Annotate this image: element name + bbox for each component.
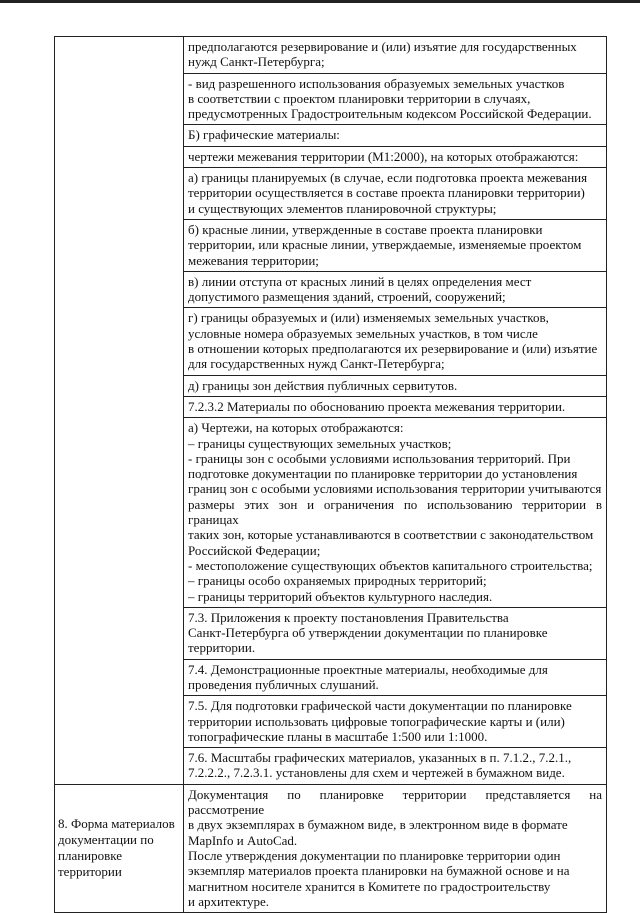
paragraph xyxy=(184,376,606,397)
text-line: - местоположение существующих объектов капитального строительства; xyxy=(188,557,593,573)
paragraph xyxy=(184,608,606,660)
paragraph xyxy=(184,37,606,74)
text-line: территории. xyxy=(188,640,256,656)
text-line: и архитектуре. xyxy=(188,893,270,909)
text-line: размеры этих зон и ограничения по использованию территории в границах xyxy=(188,496,602,528)
paragraph xyxy=(184,785,606,912)
text-line: Б) графические материалы: xyxy=(188,127,340,143)
text-line: – границы особо охраняемых природных территорий; xyxy=(188,573,487,589)
text-line: После утверждения документации по планировке территории один xyxy=(188,847,561,863)
row-content-cell xyxy=(184,37,607,785)
text-line: – границы территорий объектов культурного наследия. xyxy=(188,588,493,604)
paragraph xyxy=(184,397,606,418)
text-line: условные номера образуемых земельных участков, в том числе xyxy=(188,325,538,341)
text-line: а) границы планируемых (в случае, если подготовка проекта межевания xyxy=(188,170,588,186)
text-line: 7.3. Приложения к проекту постановления Правительства xyxy=(188,609,509,625)
row-label-cell-empty xyxy=(55,37,184,785)
row-content-cell xyxy=(184,784,607,912)
paragraph xyxy=(184,272,606,309)
text-line: в) линии отступа от красных линий в целях определения мест xyxy=(188,273,532,289)
text-line: предполагаются резервирование и (или) изъятие для государственных xyxy=(188,39,577,54)
text-line: подготовке документации по планировке территории до установления xyxy=(188,466,578,482)
text-line: Российской Федерации; xyxy=(188,542,321,558)
paragraph xyxy=(184,418,606,608)
label-line: 8. Форма материалов xyxy=(58,816,175,832)
text-line: 7.2.2.2., 7.2.3.1. установлены для схем и чертежей в бумажном виде. xyxy=(188,765,565,781)
text-line: б) красные линии, утвержденные в составе проекта планировки xyxy=(188,221,543,237)
label-line: планировке xyxy=(58,848,123,864)
section-label xyxy=(58,816,180,880)
paragraph-list xyxy=(184,785,606,912)
text-line: - границы зон с особыми условиями использования территорий. При xyxy=(188,450,571,466)
text-line: а) Чертежи, на которых отображаются: xyxy=(188,420,404,436)
row-label-cell xyxy=(55,784,184,912)
text-line: – границы существующих земельных участков; xyxy=(188,435,452,451)
label-line: документации по xyxy=(58,832,154,848)
text-line: в двух экземплярах в бумажном виде, в электронном виде в формате xyxy=(188,817,568,833)
table-row xyxy=(55,37,607,785)
text-line: территории осуществляется в составе проекта планировки территории) xyxy=(188,185,585,201)
paragraph xyxy=(184,748,606,784)
paragraph xyxy=(184,74,606,126)
paragraph xyxy=(184,696,606,748)
text-line: д) границы зон действия публичных сервитутов. xyxy=(188,377,458,393)
paragraph xyxy=(184,147,606,168)
table-row xyxy=(55,784,607,912)
text-line: Документация по планировке территории представляется на рассмотрение xyxy=(188,786,602,818)
text-line: в отношении которых предполагаются их резервирование и (или) изъятие xyxy=(188,341,598,357)
text-line: MapInfo и AutoCad. xyxy=(188,832,298,848)
text-line: магнитном носителе хранится в Комитете по градостроительству xyxy=(188,878,551,894)
text-line: экземпляр материалов проекта планировки на бумажной основе и на xyxy=(188,863,570,879)
text-line: допустимого размещения зданий, строений, сооружений; xyxy=(188,289,506,305)
text-line: 7.4. Демонстрационные проектные материалы, необходимые для xyxy=(188,661,548,677)
text-line: 7.6. Масштабы графических материалов, указанных в п. 7.1.2., 7.2.1., xyxy=(188,750,572,766)
text-line: 7.5. Для подготовки графической части документации по планировке xyxy=(188,698,572,714)
text-line: межевания территории; xyxy=(188,252,319,268)
text-line: чертежи межевания территории (М1:2000), на которых отображаются: xyxy=(188,148,579,164)
requirements-table xyxy=(54,36,607,913)
paragraph xyxy=(184,308,606,375)
text-line: Санкт-Петербурга об утверждении документации по планировке xyxy=(188,625,548,641)
paragraph xyxy=(184,220,606,272)
text-line: в соответствии с проектом планировки территории в случаях, xyxy=(188,90,531,106)
paragraph-list xyxy=(184,37,606,784)
page-top-rule xyxy=(0,0,640,3)
label-line: территории xyxy=(58,864,122,880)
paragraph xyxy=(184,660,606,697)
text-line: 7.2.3.2 Материалы по обоснованию проекта межевания территории. xyxy=(188,398,566,414)
text-line: топографические планы в масштабе 1:500 или 1:1000. xyxy=(188,728,488,744)
text-line: г) границы образуемых и (или) изменяемых земельных участков, xyxy=(188,310,549,326)
text-line: и существующих элементов планировочной структуры; xyxy=(188,200,497,216)
text-line: территории использовать цифровые топографические карты и (или) xyxy=(188,713,565,729)
text-line: границ зон с особыми условиями использования территории учитываются xyxy=(188,481,602,497)
text-line: - вид разрешенного использования образуемых земельных участков xyxy=(188,75,565,91)
text-line: проведения публичных слушаний. xyxy=(188,676,379,692)
text-line: для государственных нужд Санкт-Петербурга; xyxy=(188,356,445,372)
text-line: нужд Санкт-Петербурга; xyxy=(188,54,325,70)
text-line: таких зон, которые устанавливаются в соответствии с законодательством xyxy=(188,527,594,543)
paragraph xyxy=(184,168,606,220)
text-line: территории, или красные линии, утверждаемые, изменяемые проектом xyxy=(188,237,582,253)
text-line: предусмотренных Градостроительным кодексом Российской Федерации. xyxy=(188,106,592,122)
paragraph xyxy=(184,125,606,146)
